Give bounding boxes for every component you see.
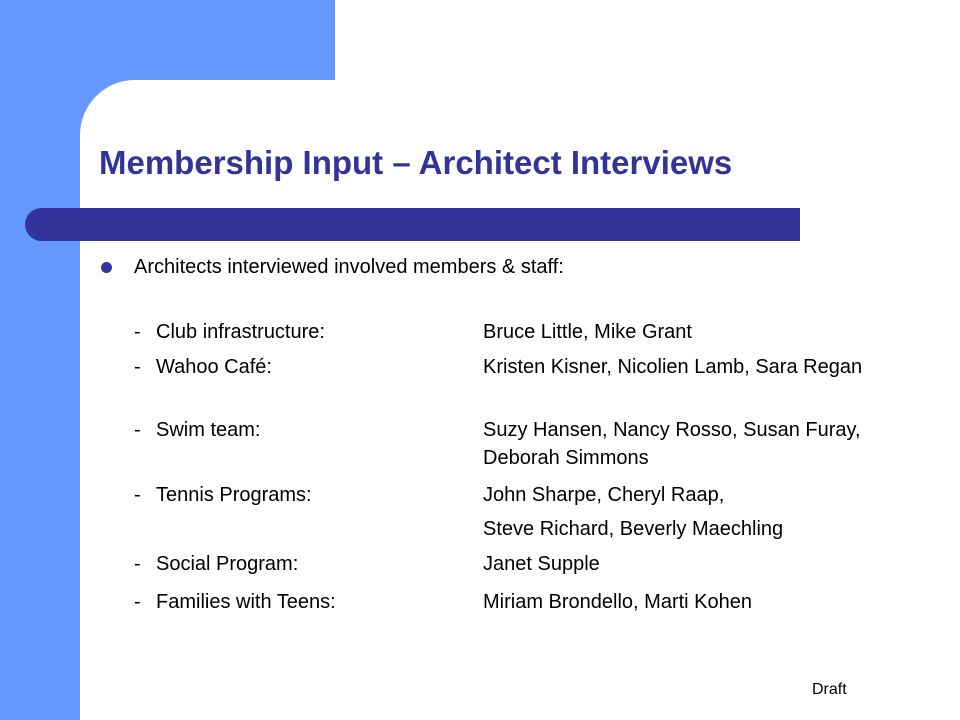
bullet-text: Architects interviewed involved members & staff: bbox=[134, 256, 564, 278]
row-label: Club infrastructure: bbox=[156, 321, 325, 343]
slide-title: Membership Input – Architect Interviews bbox=[99, 144, 733, 181]
row-label: Families with Teens: bbox=[156, 591, 336, 613]
draft-footer: Draft bbox=[812, 681, 847, 698]
dash-glyph: - bbox=[134, 419, 141, 441]
row-names: Steve Richard, Beverly Maechling bbox=[483, 518, 784, 540]
title-underline-bar bbox=[25, 208, 800, 241]
dash-glyph: - bbox=[134, 321, 141, 343]
dash-glyph: - bbox=[134, 356, 141, 378]
row-label: Swim team: bbox=[156, 419, 261, 441]
row-label: Wahoo Café: bbox=[156, 356, 272, 378]
dash-glyph: - bbox=[134, 553, 141, 575]
dash-glyph: - bbox=[134, 484, 141, 506]
dash-glyph: - bbox=[134, 591, 141, 613]
row-names: Miriam Brondello, Marti Kohen bbox=[483, 591, 752, 613]
row-names: Suzy Hansen, Nancy Rosso, Susan Furay, Deborah Simmons bbox=[483, 419, 861, 469]
row-names: Kristen Kisner, Nicolien Lamb, Sara Regan bbox=[483, 356, 863, 378]
row-names: Bruce Little, Mike Grant bbox=[483, 321, 692, 343]
row-label: Tennis Programs: bbox=[156, 484, 312, 506]
row-names: Janet Supple bbox=[483, 553, 600, 575]
row-names: John Sharpe, Cheryl Raap, bbox=[483, 484, 725, 506]
row-label: Social Program: bbox=[156, 553, 299, 575]
bullet-icon bbox=[101, 262, 112, 273]
